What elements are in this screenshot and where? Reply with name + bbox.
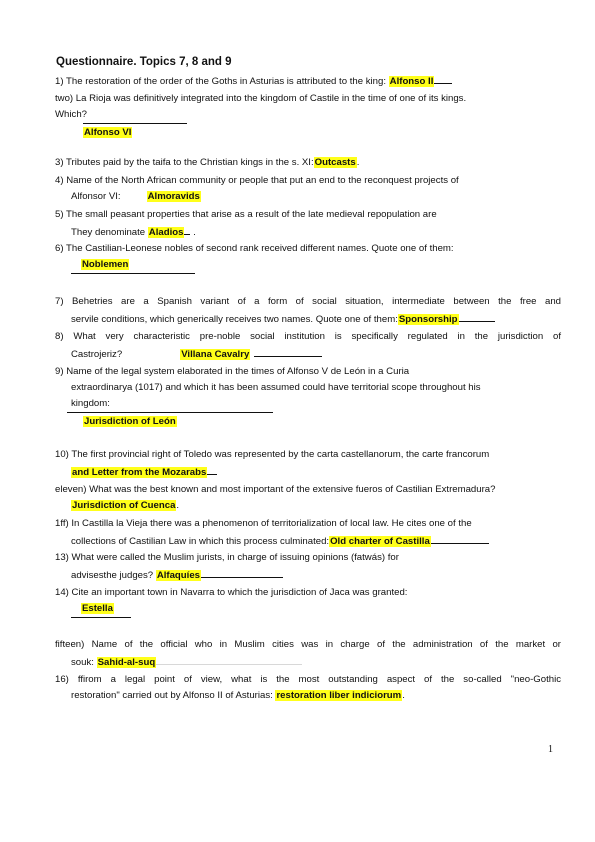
answer-underline [156, 653, 302, 665]
answer-highlight: Old charter of Castilla [330, 536, 430, 547]
answer-underline [184, 223, 190, 235]
question-text-cont: souk: [71, 657, 97, 668]
question-text: two) La Rioja was definitively integrated into the kingdom of Castile in the time of one of its kings. [55, 93, 467, 104]
question-15 [55, 637, 561, 671]
answer-highlight: Estella [82, 603, 113, 614]
question-text: 9) Name of the legal system elaborated in the times of Alfonso V de León in a Curia [55, 366, 410, 377]
question-text: 16) ffirom a legal point of view, what is the most outstanding aspect of the so-called "neo-Gothic [55, 674, 561, 685]
question-text-cont: kingdom: [71, 398, 110, 409]
page-title: Questionnaire. Topics 7, 8 and 9 [56, 56, 232, 68]
question-text: 1) The restoration of the order of the Goths in Asturias is attributed to the king: [55, 76, 389, 87]
question-11 [55, 482, 561, 514]
question-text: 8) What very characteristic pre-noble social institution is specifically regulated in the jurisdiction of [55, 331, 561, 342]
question-text-cont: advisesthe judges? [71, 570, 156, 581]
answer-highlight: Almoravids [147, 191, 200, 202]
answer-highlight: Alfonso II [389, 76, 434, 87]
question-text: 14) Cite an important town in Navarra to which the jurisdiction of Jaca was granted: [55, 587, 408, 598]
question-text: fifteen) Name of the official who in Muslim cities was in charge of the administration of the market or [55, 639, 561, 650]
question-10 [55, 447, 561, 481]
question-14 [55, 585, 561, 618]
answer-underline [434, 72, 452, 84]
answer-highlight: Jurisdiction of León [84, 416, 176, 427]
question-8 [55, 329, 561, 363]
answer-underline [201, 566, 283, 578]
answer-highlight: Jurisdiction of Cuenca [72, 500, 176, 511]
answer-underline [431, 532, 489, 544]
question-1 [55, 72, 561, 90]
page-number: 1 [548, 744, 553, 755]
question-text: 7) Behetries are a Spanish variant of a form of social situation, intermediate between the free and [55, 296, 561, 307]
punctuation: . [356, 157, 360, 168]
answer-highlight: Alfonso VI [84, 127, 132, 138]
question-7 [55, 294, 561, 328]
answer-highlight: Sahid-al-suq [97, 657, 156, 668]
question-9 [55, 364, 561, 430]
answer-underline [254, 345, 322, 357]
punctuation: . [193, 227, 196, 238]
question-text: 10) The first provincial right of Toledo was represented by the carta castellanorum, the carte francorum [55, 449, 490, 460]
answer-underline [207, 463, 217, 475]
punctuation: . [176, 500, 180, 511]
question-text: 1ff) In Castilla la Vieja there was a phenomenon of territorialization of local law. He cites one of the [55, 518, 472, 529]
answer-underline [459, 310, 495, 322]
question-text-cont: Which? [55, 109, 87, 120]
question-text: 5) The small peasant properties that arise as a result of the late medieval repopulation are [55, 209, 437, 220]
question-text: 13) What were called the Muslim jurists, in charge of issuing opinions (fatwás) for [55, 552, 399, 563]
question-16 [55, 672, 561, 704]
question-text: 3) Tributes paid by the taifa to the Christian kings in the s. XI: [55, 157, 314, 168]
question-13 [55, 550, 561, 584]
question-text-cont: Castrojeriz? [71, 349, 123, 360]
question-text-cont: Alfonsor VI: [71, 191, 121, 202]
question-text-cont: servile conditions, which generically receives two names. Quote one of them: [71, 314, 398, 325]
answer-highlight: Villana Cavalry [181, 349, 250, 360]
question-text: eleven) What was the best known and most important of the extensive fueros of Castilian Extremadura? [55, 484, 496, 495]
answer-highlight: Alfaquíes [156, 570, 200, 581]
question-text-cont: They denominate [71, 227, 148, 238]
answer-highlight: Sponsorship [398, 314, 458, 325]
question-text: 6) The Castilian-Leonese nobles of second rank received different names. Quote one of them: [55, 243, 454, 254]
question-4 [55, 173, 561, 205]
answer-highlight: and Letter from the Mozarabs [72, 467, 207, 478]
question-text-cont: collections of Castilian Law in which this process culminated: [71, 536, 330, 547]
question-12 [55, 516, 561, 550]
question-text-cont: restoration" carried out by Alfonso II of Asturias: [71, 690, 276, 701]
answer-highlight: Aladios [148, 227, 184, 238]
question-2 [55, 91, 561, 141]
punctuation: . [402, 690, 405, 701]
question-3 [55, 155, 561, 171]
question-text-cont: extraordinarya (1017) and which it has been assumed could have territorial scope throughout his [71, 382, 481, 393]
answer-highlight: Noblemen [82, 259, 129, 270]
question-5 [55, 207, 561, 241]
answer-highlight: Outcasts [314, 157, 356, 168]
answer-highlight: restoration liber indiciorum [276, 690, 402, 701]
question-text: 4) Name of the North African community or people that put an end to the reconquest projects of [55, 175, 459, 186]
question-6 [55, 241, 561, 274]
